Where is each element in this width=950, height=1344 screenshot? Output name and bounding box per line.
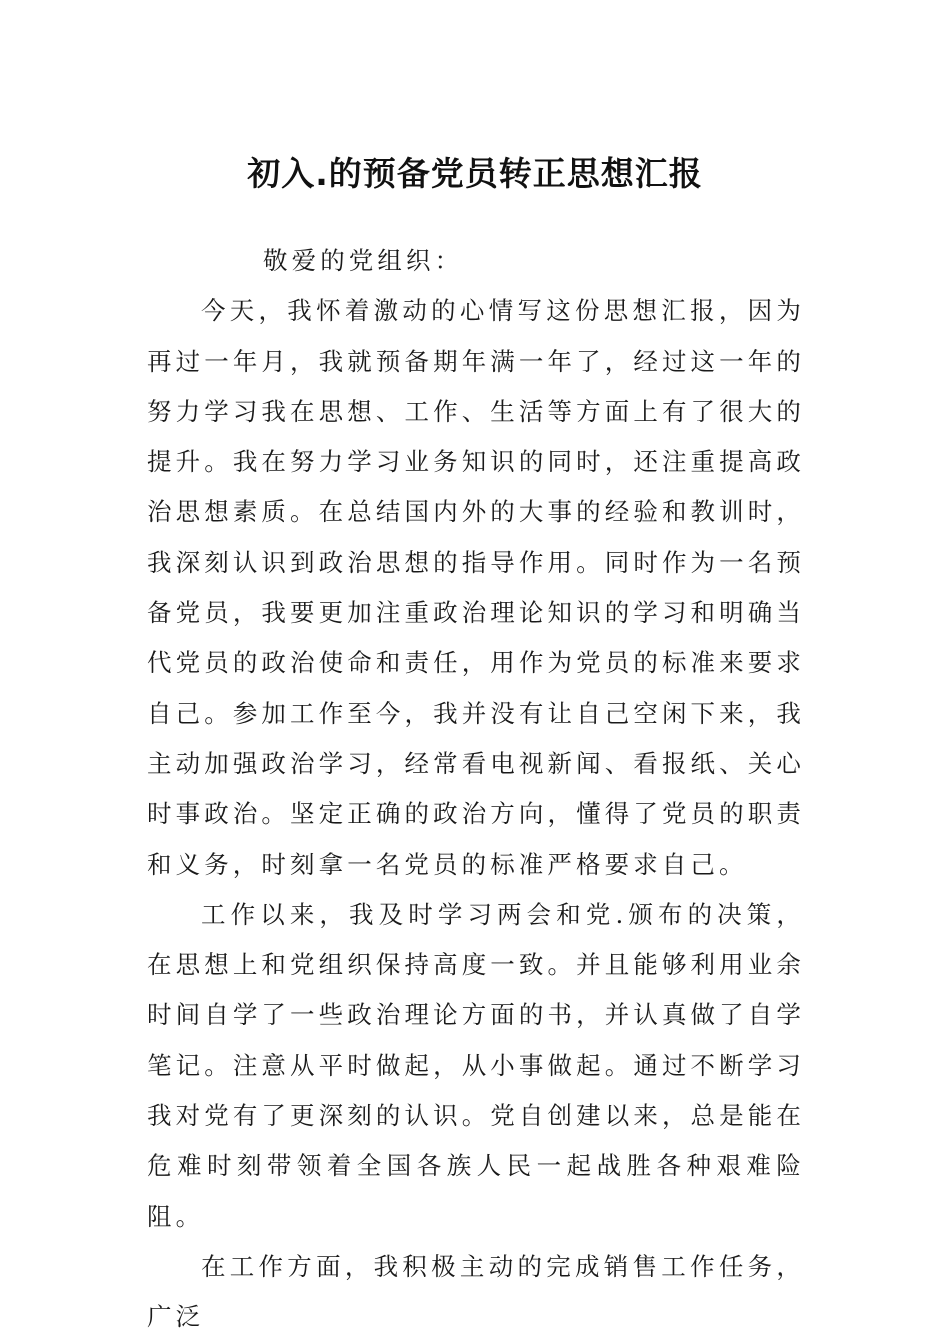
paragraph-2: 工作以来，我及时学习两会和党.颁布的决策，在思想上和党组织保持高度一致。并且能够利用业余时间自学了一些政治理论方面的书，并认真做了自学笔记。注意从平时做起，从小事做起。通过不断学习我对党有了更深刻的认识。党自创建以来，总是能在危难时刻带领着全国各族人民一起战胜各种艰难险阻。 bbox=[147, 899, 805, 1231]
document-body bbox=[147, 236, 805, 1343]
document-title: 初入.的预备党员转正思想汇报 bbox=[247, 154, 703, 194]
salutation: 敬爱的党组织： bbox=[263, 246, 464, 275]
paragraph-3: 在工作方面，我积极主动的完成销售工作任务，广泛 bbox=[147, 1251, 805, 1332]
paragraph-1: 今天，我怀着激动的心情写这份思想汇报，因为再过一年月，我就预备期年满一年了，经过这一年的努力学习我在思想、工作、生活等方面上有了很大的提升。我在努力学习业务知识的同时，还注重提高政治思想素质。在总结国内外的大事的经验和教训时，我深刻认识到政治思想的指导作用。同时作为一名预备党员，我要更加注重政治理论知识的学习和明确当代党员的政治使命和责任，用作为党员的标准来要求自己。参加工作至今，我并没有让自己空闲下来，我主动加强政治学习，经常看电视新闻、看报纸、关心时事政治。坚定正确的政治方向，懂得了党员的职责和义务，时刻拿一名党员的标准严格要求自己。 bbox=[147, 296, 805, 879]
